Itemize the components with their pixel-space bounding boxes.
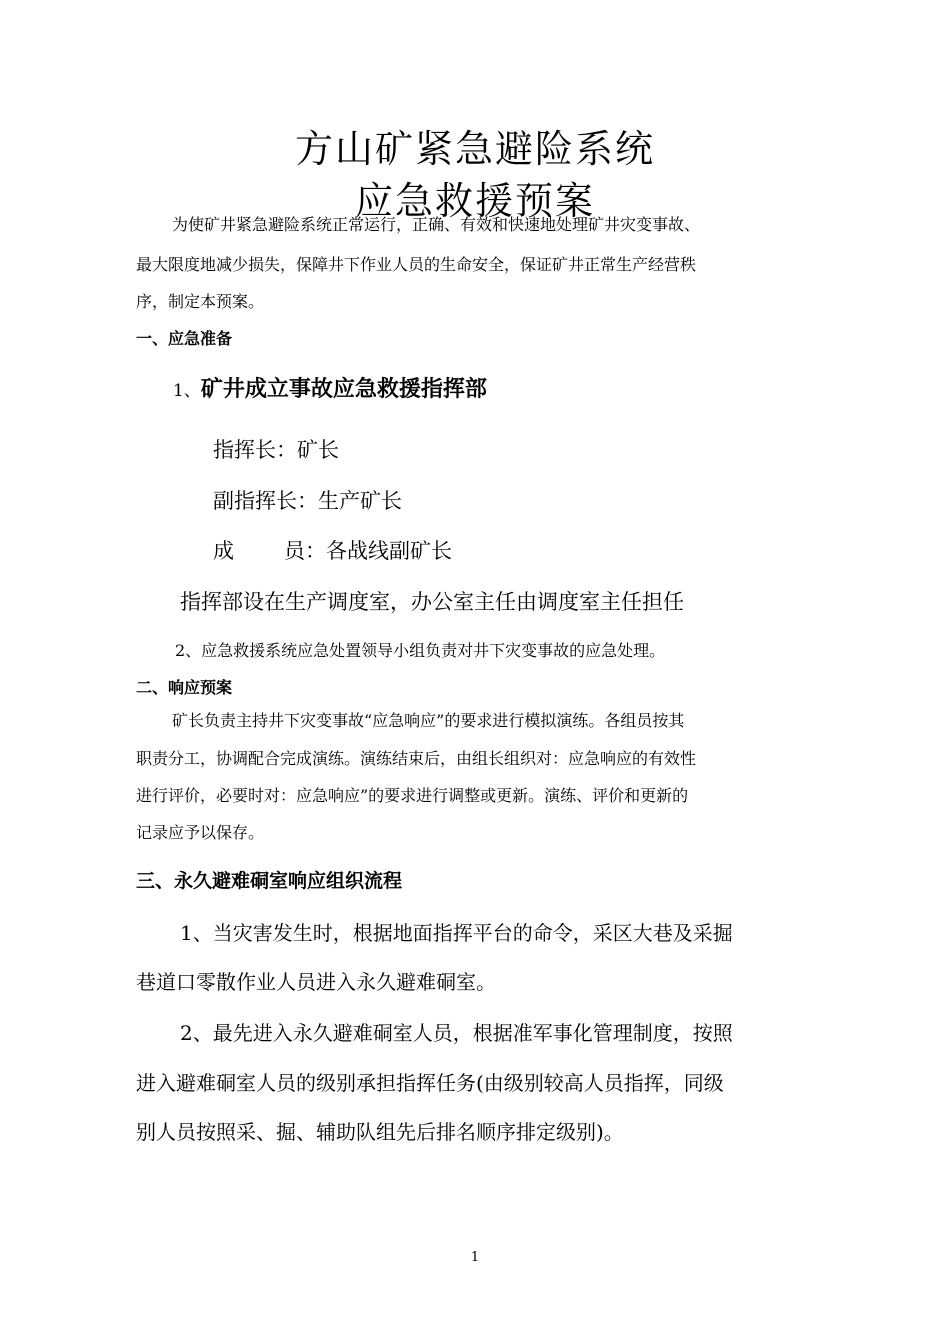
command-location-line: 指挥部设在生产调度室，办公室主任由调度室主任担任 bbox=[180, 590, 684, 614]
section1-item2: 2、应急救援系统应急处置领导小组负责对井下灾变事故的应急处理。 bbox=[175, 641, 666, 660]
section3-p2-line-1: 2、最先进入永久避难硐室人员，根据准军事化管理制度，按照 bbox=[180, 1021, 733, 1045]
members-label: 成 bbox=[213, 539, 234, 563]
section2-line-3: 进行评价，必要时对：应急响应”的要求进行调整或更新。演练、评价和更新的 bbox=[136, 786, 689, 805]
members-line bbox=[213, 535, 452, 565]
section2-line-2: 职责分工，协调配合完成演练。演练结束后，由组长组织对：应急响应的有效性 bbox=[136, 749, 697, 768]
section1-item1-number: 1、 bbox=[173, 381, 201, 401]
section3-p2-line-2: 进入避难硐室人员的级别承担指挥任务(由级别较高人员指挥，同级 bbox=[136, 1071, 724, 1095]
section2-heading: 二、响应预案 bbox=[136, 678, 233, 697]
commander-line: 指挥长：矿长 bbox=[213, 438, 339, 462]
section3-heading: 三、永久避难硐室响应组织流程 bbox=[136, 870, 403, 892]
intro-line-3: 序，制定本预案。 bbox=[136, 292, 265, 311]
section2-line-4: 记录应予以保存。 bbox=[136, 823, 265, 842]
members-value: 员：各战线副矿长 bbox=[284, 539, 452, 563]
section1-item1 bbox=[173, 372, 487, 403]
page-number: 1 bbox=[470, 1250, 480, 1265]
intro-line-2: 最大限度地减少损失，保障井下作业人员的生命安全，保证矿井正常生产经营秩 bbox=[136, 255, 697, 274]
section3-p2-line-3: 别人员按照采、掘、辅助队组先后排名顺序排定级别)。 bbox=[136, 1120, 624, 1144]
section1-item1-text: 矿井成立事故应急救援指挥部 bbox=[200, 376, 487, 402]
intro-line-1: 为使矿井紧急避险系统正常运行，正确、有效和快速地处理矿井灾变事故、 bbox=[172, 215, 701, 234]
section1-heading: 一、应急准备 bbox=[136, 329, 233, 348]
section3-p1-line-2: 巷道口零散作业人员进入永久避难硐室。 bbox=[136, 970, 496, 994]
deputy-commander-line: 副指挥长：生产矿长 bbox=[213, 489, 402, 513]
document-title-line1: 方山矿紧急避险系统 bbox=[294, 127, 655, 171]
section2-line-1: 矿长负责主持井下灾变事故“应急响应”的要求进行模拟演练。各组员按其 bbox=[172, 711, 685, 730]
section3-p1-line-1: 1、当灾害发生时，根据地面指挥平台的命令，采区大巷及采掘 bbox=[180, 921, 733, 945]
document-title-line2: 应急救援预案 bbox=[354, 179, 595, 223]
